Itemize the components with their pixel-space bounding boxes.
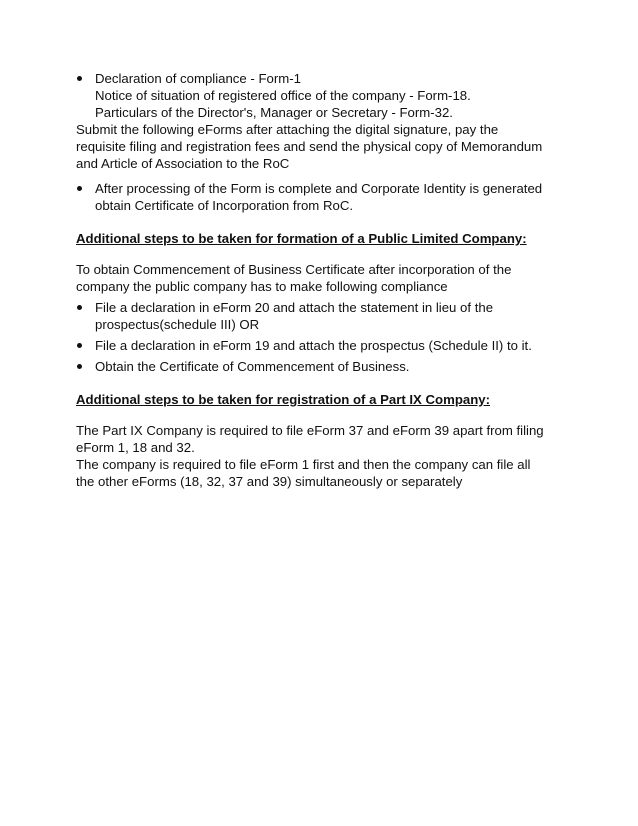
list-item-line: prospectus(schedule III) OR	[95, 317, 260, 332]
public-company-heading: Additional steps to be taken for formation of a Public Limited Company:	[76, 231, 527, 246]
submit-eforms-paragraph	[76, 121, 576, 172]
paragraph-line: Submit the following eForms after attaching the digital signature, pay the	[76, 122, 499, 137]
bullet-icon	[77, 186, 82, 191]
paragraph-line: the other eForms (18, 32, 37 and 39) simultaneously or separately	[76, 474, 463, 489]
paragraph-line: The company is required to file eForm 1 first and then the company can file all	[76, 457, 531, 472]
paragraph-line: company the public company has to make following compliance	[76, 279, 448, 294]
list-item-line: File a declaration in eForm 20 and attach the statement in lieu of the	[95, 300, 494, 315]
forms-list-item	[76, 70, 576, 121]
document-content	[76, 70, 576, 490]
bullet-icon	[77, 76, 82, 81]
part-ix-company-heading: Additional steps to be taken for registration of a Part IX Company:	[76, 392, 490, 407]
list-item-line: obtain Certificate of Incorporation from RoC.	[95, 198, 354, 213]
list-item-eform-20	[76, 299, 576, 333]
form-1-line: Declaration of compliance - Form-1	[95, 71, 301, 86]
list-item-commencement-certificate	[76, 358, 576, 375]
bullet-icon	[77, 305, 82, 310]
list-item-eform-19	[76, 337, 576, 354]
paragraph-line: The Part IX Company is required to file eForm 37 and eForm 39 apart from filing	[76, 423, 544, 438]
part-ix-paragraph	[76, 422, 576, 490]
certificate-list-item	[76, 180, 576, 214]
paragraph-line: eForm 1, 18 and 32.	[76, 440, 195, 455]
list-item-line: After processing of the Form is complete and Corporate Identity is generated	[95, 181, 543, 196]
bullet-icon	[77, 343, 82, 348]
paragraph-line: requisite filing and registration fees and send the physical copy of Memorandum	[76, 139, 543, 154]
commencement-intro-paragraph	[76, 261, 576, 295]
paragraph-line: To obtain Commencement of Business Certificate after incorporation of the	[76, 262, 512, 277]
form-18-line: Notice of situation of registered office of the company - Form-18.	[95, 88, 471, 103]
paragraph-line: and Article of Association to the RoC	[76, 156, 290, 171]
bullet-icon	[77, 364, 82, 369]
list-item-line: File a declaration in eForm 19 and attach the prospectus (Schedule II) to it.	[95, 338, 532, 353]
list-item-line: Obtain the Certificate of Commencement of Business.	[95, 359, 410, 374]
form-32-line: Particulars of the Director's, Manager or Secretary - Form-32.	[95, 105, 453, 120]
